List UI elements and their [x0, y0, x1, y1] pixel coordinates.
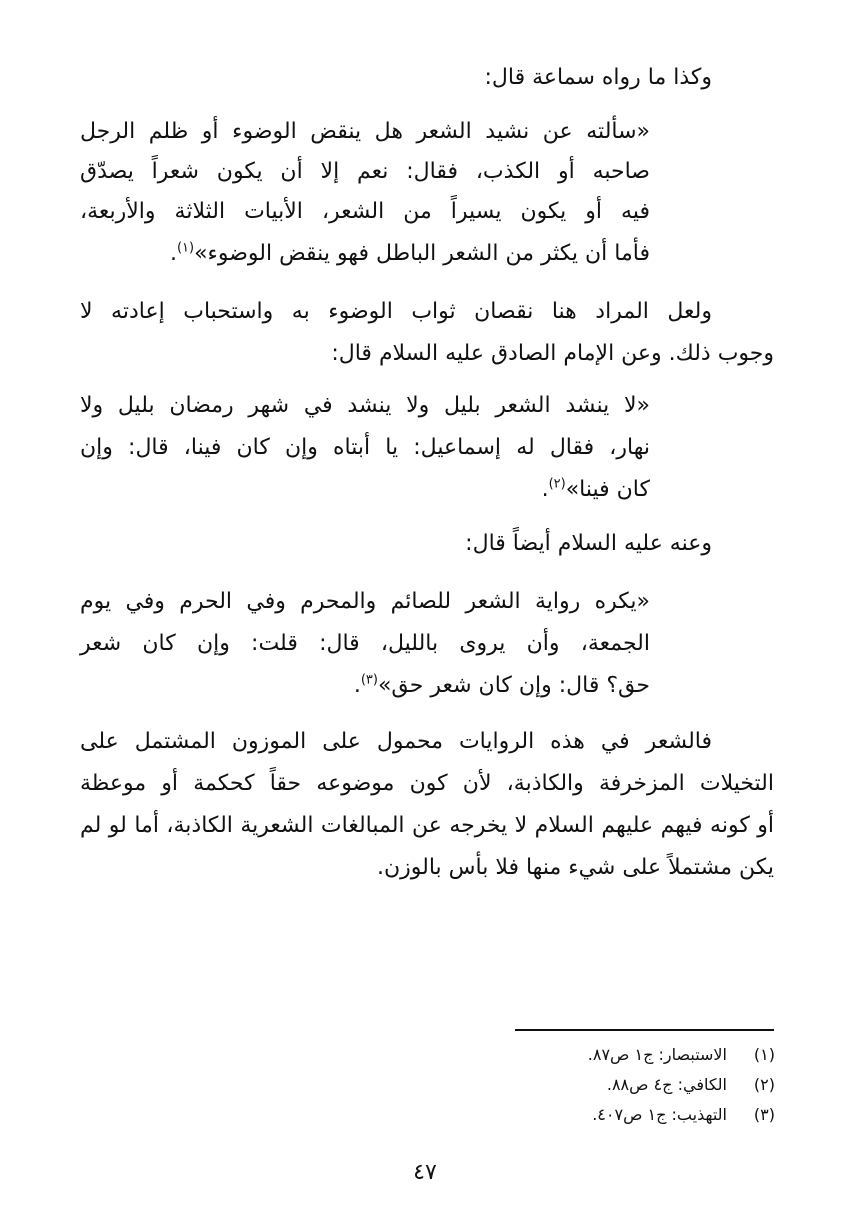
footnote-ref-1: (١) [176, 240, 195, 256]
paragraph-1-line-2: وجوب ذلك. وعن الإمام الصادق عليه السلام قال: [331, 341, 774, 366]
page-number: ٤٧ [413, 1160, 437, 1185]
quote-3-line-2: الجمعة، وأن يروى بالليل، قال: قلت: وإن كان شعر [80, 631, 650, 656]
quote-3-line-3: حق؟ قال: وإن كان شعر حق»$^{(٣)}$. [353, 672, 650, 698]
footnote-number: (٣) [753, 1105, 775, 1124]
footnote-number: (١) [753, 1045, 775, 1064]
footnote-text: التهذيب: ج١ ص٤٠٧. [592, 1105, 727, 1124]
footnote-1 [420, 1042, 775, 1068]
quote-1-line-3: فيه أو يكون يسيراً من الشعر، الأبيات الثلاثة والأربعة، [80, 199, 650, 224]
paragraph-2-line-3: أو كونه فيهم عليهم السلام لا يخرجه عن المبالغات الشعرية الكاذبة، أما لو لم [80, 813, 774, 838]
quote-2-line-3: كان فينا»$^{(٢)}$. [541, 476, 650, 502]
footnote-text: الاستبصار: ج١ ص٨٧. [587, 1045, 727, 1064]
quote-1-line-4: فأما أن يكثر من الشعر الباطل فهو ينقض الوضوء»$^{(١)}$. [169, 240, 650, 266]
quote-3-line-1: «يكره رواية الشعر للصائم والمحرم وفي الحرم وفي يوم [80, 589, 650, 614]
footnote-text: الكافي: ج٤ ص٨٨. [606, 1075, 727, 1094]
quote-2-line-1: «لا ينشد الشعر بليل ولا ينشد في شهر رمضان بليل ولا [80, 393, 650, 418]
text-line: وكذا ما رواه سماعة قال: [484, 65, 712, 90]
intro-line [300, 58, 712, 98]
paragraph-2-line-1: فالشعر في هذه الروايات محمول على الموزون المشتمل على [80, 729, 712, 754]
footnote-ref-2: (٢) [548, 476, 566, 492]
paragraph-1-line-1: ولعل المراد هنا نقصان ثواب الوضوء به واستحباب إعادته لا [80, 299, 712, 324]
footnote-3 [420, 1102, 775, 1128]
footnote-2 [420, 1072, 775, 1098]
footnote-ref-3: (٣) [360, 672, 378, 688]
paragraph-2-line-4: يكن مشتملاً على شيء منها فلا بأس بالوزن. [377, 855, 774, 880]
quote-1-line-1: «سألته عن نشيد الشعر هل ينقض الوضوء أو ظلم الرجل [80, 119, 650, 144]
footnote-divider [515, 1029, 774, 1031]
paragraph-2-line-2: التخيلات المزخرفة والكاذبة، لأن كون موضوعه حقاً كحكمة أو موعظة [80, 771, 774, 796]
quote-1-line-2: صاحبه أو الكذب، فقال: نعم إلا أن يكون شعراً يصدّق [80, 159, 650, 184]
footnote-number: (٢) [753, 1075, 775, 1094]
quote-2-line-2: نهار، فقال له إسماعيل: يا أبتاه وإن كان فينا، قال: وإن [80, 435, 650, 460]
intro-line-2: وعنه عليه السلام أيضاً قال: [465, 531, 712, 556]
